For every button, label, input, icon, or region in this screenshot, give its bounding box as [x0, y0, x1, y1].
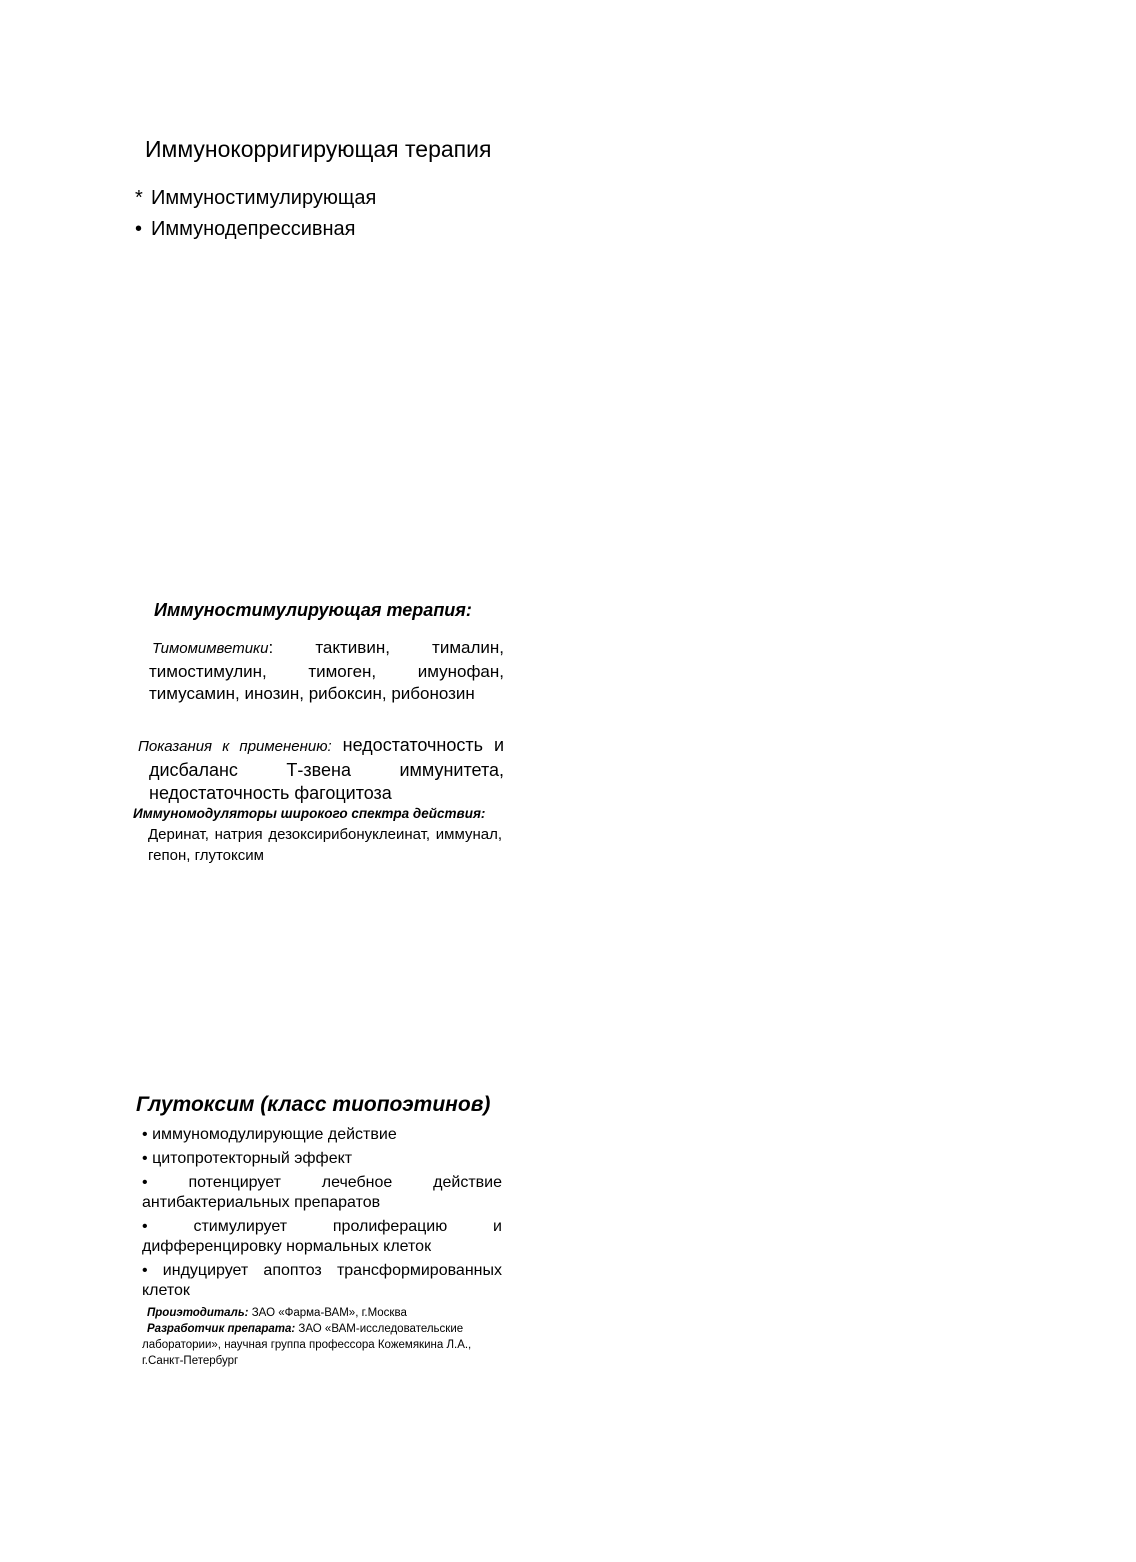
thymomimetics-paragraph [140, 637, 504, 706]
bullet-marker: • [142, 1126, 148, 1143]
modulators-text: Деринат, натрия дезоксирибонуклеинат, иммунал, гепон, глутоксим [148, 826, 502, 864]
developer-text: ЗАО «ВАМ-исследовательские лаборатории», научная группа профессора Кожемякина Л.А., г.Санкт-Петербург [142, 1323, 472, 1367]
list-item-text: иммуномодулирующие действие [152, 1126, 397, 1143]
producer-line [142, 1305, 487, 1321]
slide1-item-text: Иммуностимулирующая [151, 187, 377, 209]
thymomimetics-lead: Тимомимветики [152, 640, 269, 657]
list-item-text: стимулирует пролиферацию и дифференцировку нормальных клеток [142, 1218, 502, 1255]
bullet-marker: • [142, 1150, 148, 1167]
modulators-title: Иммуномодуляторы широкого спектра действия: [133, 806, 486, 821]
list-item-text: индуцирует апоптоз трансформированных клеток [142, 1262, 502, 1299]
thymomimetics-colon: : [268, 638, 274, 657]
slide2-title: Иммуностимулирующая терапия: [154, 600, 472, 620]
list-item [142, 1125, 502, 1145]
bullet-marker: • [142, 1174, 148, 1191]
list-item [142, 1217, 502, 1257]
producer-text: ЗАО «Фарма-ВАМ», г.Москва [251, 1307, 407, 1319]
list-item-text: цитопротекторный эффект [152, 1150, 353, 1167]
indications-paragraph [138, 734, 504, 806]
glutoxim-properties-list [142, 1125, 502, 1305]
asterisk-marker: * [135, 187, 143, 209]
slide3-title: Глутоксим (класс тиопоэтинов) [136, 1093, 491, 1116]
bullet-marker: • [142, 1262, 148, 1279]
thymomimetics-text: тактивин, тималин, тимостимулин, тимоген, имунофан, тимусамин, инозин, рибоксин, рибонозин [149, 638, 504, 703]
slide1-item-immunodepressive [135, 218, 356, 241]
list-item-text: потенцирует лечебное действие антибактериальных препаратов [142, 1174, 502, 1211]
indications-text: недостаточность и дисбаланс Т-звена иммунитета, недостаточность фагоцитоза [149, 735, 504, 803]
slide1-title: Иммунокорригирующая терапия [145, 136, 492, 162]
list-item [142, 1173, 502, 1213]
indications-lead: Показания к применению: [138, 738, 332, 755]
slide1-item-text: Иммунодепрессивная [151, 218, 356, 240]
manufacturer-info [142, 1305, 487, 1369]
developer-label: Разработчик препарата: [147, 1323, 296, 1335]
developer-line [142, 1321, 487, 1369]
producer-label: Проиэтодиталь: [147, 1307, 249, 1319]
slide1-item-immunostimulating [135, 187, 376, 210]
list-item [142, 1149, 502, 1169]
bullet-marker: • [135, 218, 143, 240]
list-item [142, 1261, 502, 1301]
bullet-marker: • [142, 1218, 148, 1235]
